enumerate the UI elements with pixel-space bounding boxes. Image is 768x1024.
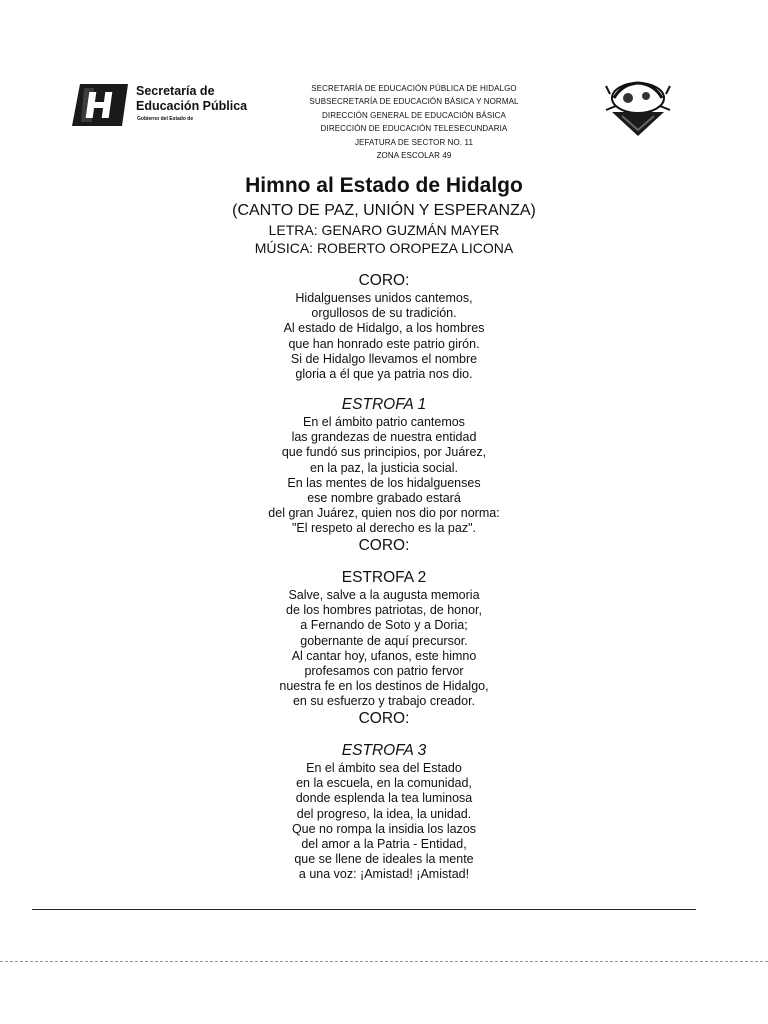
school-emblem: [602, 76, 674, 142]
estrofa-2-verse: [0, 588, 768, 710]
verse-line: de los hombres patriotas, de honor,: [286, 603, 482, 618]
emblem-icon: [602, 76, 674, 142]
lyrics-credit: LETRA: GENARO GUZMÁN MAYER: [268, 222, 500, 238]
coro-verse: [0, 291, 768, 382]
verse-line: en su esfuerzo y trabajo creador.: [292, 694, 476, 709]
estrofa-3-heading: ESTROFA 3: [341, 742, 427, 759]
estrofa-1-section: [0, 395, 768, 555]
coro-section: [0, 271, 768, 382]
verse-line: Hidalguenses unidos cantemos,: [295, 291, 473, 305]
estrofa-3-verse: [0, 761, 768, 883]
coro-reference: CORO:: [358, 536, 410, 554]
verse-line: a Fernando de Soto y a Doria;: [300, 618, 468, 633]
verse-line: del gran Juárez, quien nos dio por norma:: [268, 506, 500, 521]
verse-line: que fundó sus principios, por Juárez,: [281, 445, 487, 460]
institution-header: [270, 82, 558, 162]
sep-logo-small-text: Gobierno del Estado de: [137, 116, 194, 122]
verse-line: Si de Hidalgo llevamos el nombre: [290, 351, 478, 366]
music-credit: MÚSICA: ROBERTO OROPEZA LICONA: [254, 240, 514, 256]
estrofa-3-section: [0, 741, 768, 883]
verse-line: "El respeto al derecho es la paz".: [292, 521, 476, 536]
verse-line: del progreso, la idea, la unidad.: [296, 806, 472, 821]
verse-line: Al cantar hoy, ufanos, este himno: [291, 648, 477, 663]
header-line: DIRECCIÓN DE EDUCACIÓN TELESECUNDARIA: [320, 124, 508, 134]
verse-line: En el ámbito sea del Estado: [306, 761, 462, 775]
coro-reference: CORO:: [358, 709, 410, 727]
verse-line: nuestra fe en los destinos de Hidalgo,: [279, 679, 489, 694]
sep-logo: [70, 80, 270, 130]
page-subtitle: (CANTO DE PAZ, UNIÓN Y ESPERANZA): [232, 202, 536, 219]
verse-line: gobernante de aquí precursor.: [300, 633, 468, 648]
verse-line: donde esplenda la tea luminosa: [295, 791, 473, 806]
verse-line: profesamos con patrio fervor: [304, 664, 464, 679]
footer-divider: [32, 909, 696, 910]
scan-edge-line: [0, 961, 768, 962]
verse-line: En las mentes de los hidalguenses: [287, 475, 481, 490]
verse-line: en la escuela, en la comunidad,: [296, 776, 472, 791]
sep-logo-line1: Secretaría de: [136, 84, 215, 98]
estrofa-1-verse: [0, 415, 768, 537]
verse-line: que se llene de ideales la mente: [294, 852, 474, 867]
verse-line: del amor a la Patria - Entidad,: [301, 837, 467, 852]
sep-logo-line2: Educación Pública: [136, 99, 248, 113]
header-line: SUBSECRETARÍA DE EDUCACIÓN BÁSICA Y NORMAL: [309, 97, 519, 107]
verse-line: ese nombre grabado estará: [307, 491, 461, 506]
verse-line: Al estado de Hidalgo, a los hombres: [283, 321, 485, 336]
header-line: SECRETARÍA DE EDUCACIÓN PÚBLICA DE HIDALGO: [311, 84, 517, 93]
coro-heading: CORO:: [358, 272, 410, 289]
verse-line: En el ámbito patrio cantemos: [303, 415, 465, 429]
verse-line: las grandezas de nuestra entidad: [291, 430, 477, 445]
verse-line: a una voz: ¡Amistad! ¡Amistad!: [298, 867, 470, 882]
estrofa-2-section: [0, 568, 768, 728]
estrofa-1-heading: ESTROFA 1: [341, 396, 427, 413]
verse-line: orgullosos de su tradición.: [311, 306, 457, 321]
header-line: JEFATURA DE SECTOR NO. 11: [354, 137, 474, 147]
header-line: DIRECCIÓN GENERAL DE EDUCACIÓN BÁSICA: [322, 110, 506, 120]
page-title: Himno al Estado de Hidalgo: [245, 174, 523, 197]
verse-line: Salve, salve a la augusta memoria: [288, 588, 480, 602]
verse-line: gloria a él que ya patria nos dio.: [295, 367, 473, 382]
header-line: ZONA ESCOLAR 49: [376, 151, 452, 161]
verse-line: en la paz, la justicia social.: [310, 460, 458, 475]
estrofa-2-heading: ESTROFA 2: [341, 569, 427, 586]
verse-line: Que no rompa la insidia los lazos: [291, 821, 477, 836]
verse-line: que han honrado este patrio girón.: [288, 336, 480, 351]
sep-logo-icon: [70, 80, 130, 130]
